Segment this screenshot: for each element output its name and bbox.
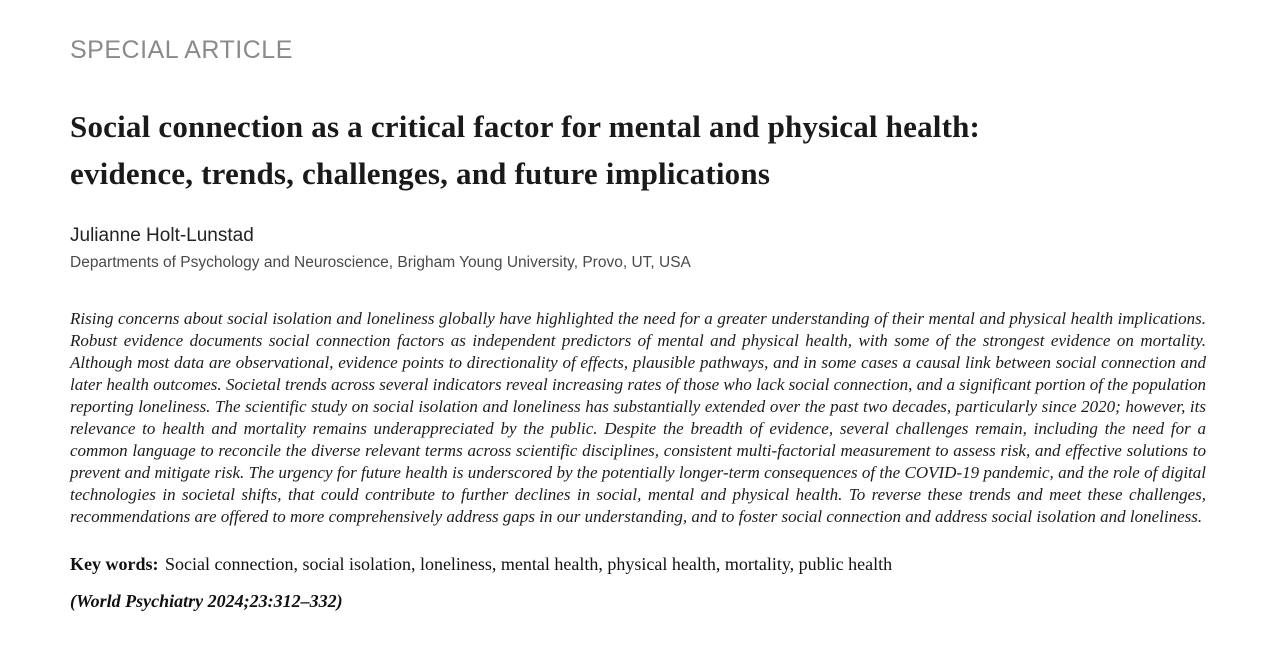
keywords-label: Key words: [70, 554, 159, 574]
article-title-line-1: Social connection as a critical factor for mental and physical health: [70, 109, 981, 144]
article-title [70, 103, 1206, 197]
article-title-line-2: evidence, trends, challenges, and future implications [70, 156, 771, 191]
author-name: Julianne Holt-Lunstad [70, 225, 254, 246]
article-kicker: SPECIAL ARTICLE [70, 36, 293, 64]
keywords-list: Social connection, social isolation, loneliness, mental health, physical health, mortality, public health [165, 554, 893, 574]
author-affiliation: Departments of Psychology and Neuroscience, Brigham Young University, Provo, UT, USA [70, 254, 691, 271]
keywords [70, 554, 1206, 575]
citation: (World Psychiatry 2024;23:312–332) [70, 591, 343, 611]
abstract-text: Rising concerns about social isolation and loneliness globally have highlighted the need for a greater understanding of their mental and physical health implications. Robust evidence documents social connection factors as independent predictors of mental and physical health, with some of the strongest evidence on mortality. Although most data are observational, evidence points to directionality of effects, plausible pathways, and in some cases a causal link between social connection and later health outcomes. Societal trends across several indicators reveal increasing rates of those who lack social connection, and a significant portion of the population reporting loneliness. The scientific study on social isolation and loneliness has substantially extended over the past two decades, particularly since 2020; however, its relevance to health and mortality remains underappreciated by the public. Despite the breadth of evidence, several challenges remain, including the need for a common language to reconcile the diverse relevant terms across scientific disciplines, consistent multi-factorial measurement to assess risk, and effective solutions to prevent and mitigate risk. The urgency for future health is underscored by the potentially longer-term consequences of the COVID-19 pandemic, and the role of digital technologies in societal shifts, that could contribute to further declines in social, mental and physical health. To reverse these trends and meet these challenges, recommendations are offered to more comprehensively address gaps in our understanding, and to foster social connection and address social isolation and loneliness. [70, 309, 1206, 526]
